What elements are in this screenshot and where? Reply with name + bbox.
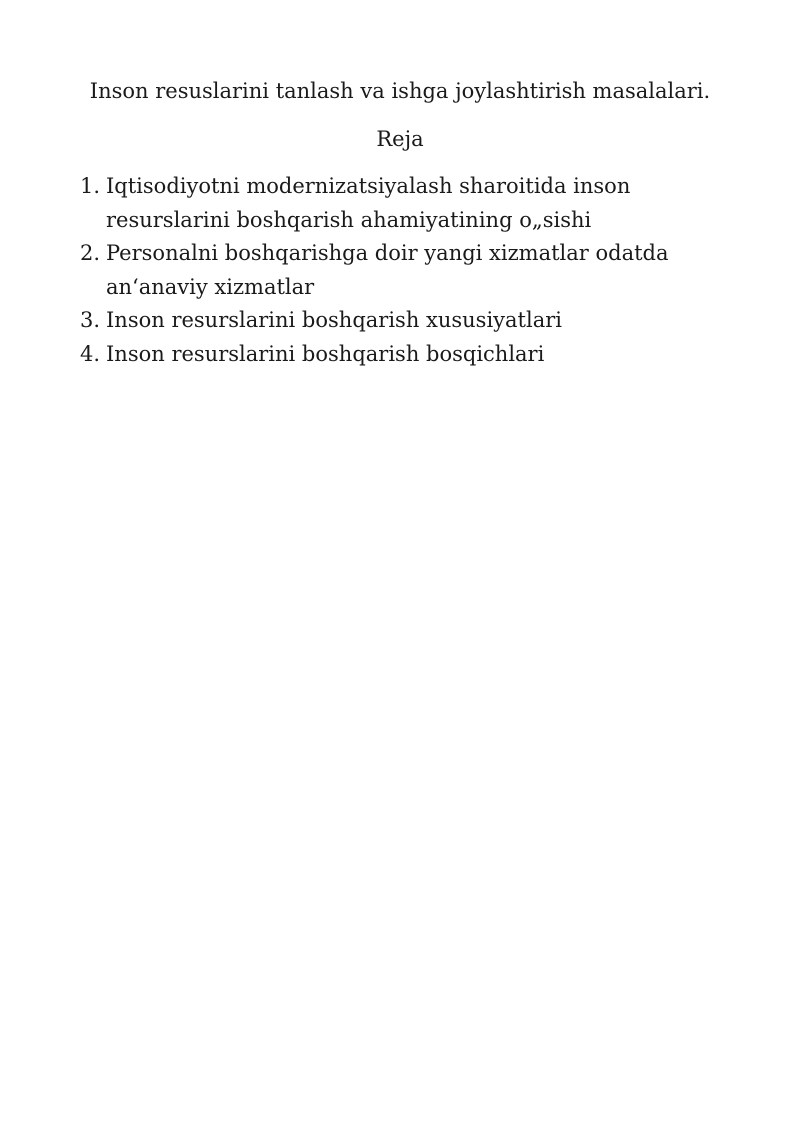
plan-item-4 <box>80 338 720 372</box>
plan-item-3 <box>80 304 720 338</box>
plan-item-text: Personalni boshqarishga doir yangi xizmatlar odatda an‘anaviy xizmatlar <box>106 241 669 299</box>
plan-item-text: Inson resurslarini boshqarish bosqichlari <box>106 341 545 366</box>
plan-item-number: 3. <box>80 308 101 332</box>
plan-item-text: Inson resurslarini boshqarish xususiyatlari <box>106 308 562 332</box>
plan-list <box>80 170 720 371</box>
plan-item-number: 2. <box>80 241 101 265</box>
plan-item-number: 1. <box>80 174 101 198</box>
plan-item-1 <box>80 170 720 237</box>
plan-item-number: 4. <box>80 341 101 366</box>
document-subtitle: Reja <box>376 127 424 151</box>
plan-item-text: Iqtisodiyotni modernizatsiyalash sharoitida inson resurslarini boshqarish ahamiyatining o„sishi <box>106 174 631 232</box>
plan-item-2 <box>80 237 720 304</box>
document-title: Inson resuslarini tanlash va ishga joylashtirish masalalari. <box>89 79 711 103</box>
